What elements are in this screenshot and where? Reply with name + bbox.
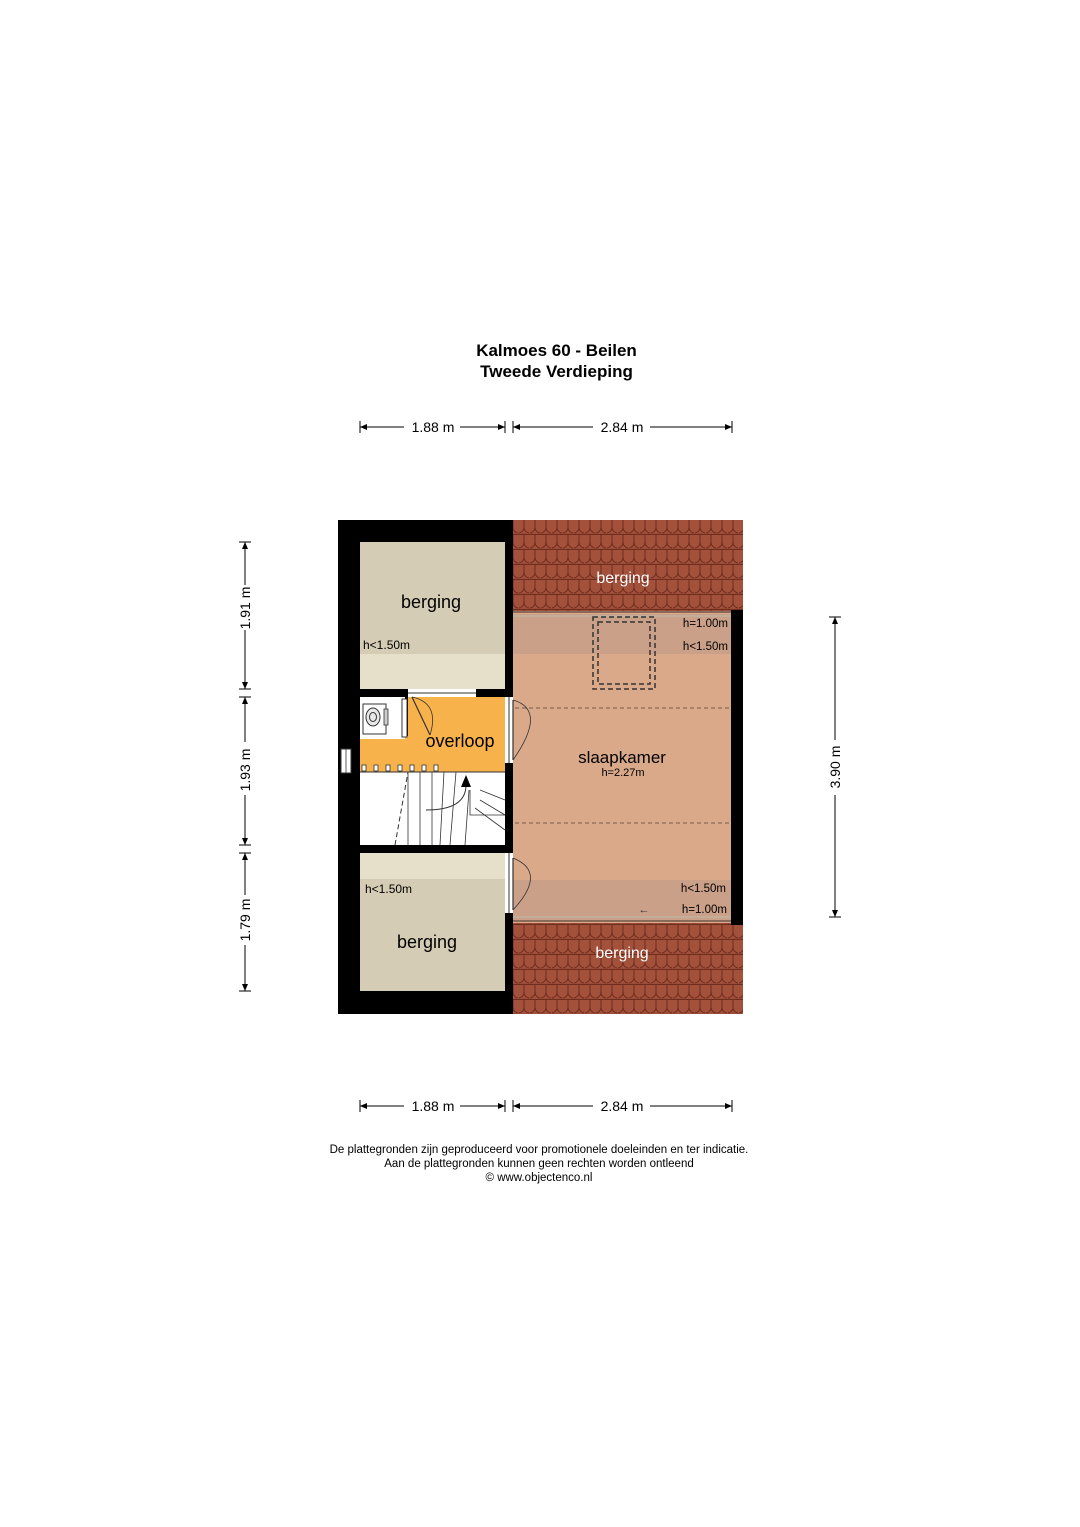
storage-top-left-height: h<1.50m [363, 638, 411, 652]
dimension-bottom-left [360, 1098, 505, 1114]
storage-top-left-label: berging [400, 592, 462, 612]
plan-title: Kalmoes 60 - Beilen [476, 341, 637, 360]
bedroom-bottom-height-2: h=1.00m [681, 904, 727, 916]
roof-tiles-bottom [513, 923, 743, 1014]
staircase [360, 765, 505, 845]
storage-bottom-left-room [360, 853, 505, 991]
roof-storage-bottom-label: berging [595, 945, 649, 962]
dimension-top-right [513, 419, 732, 435]
storage-top-left-room [360, 542, 505, 689]
disclaimer-line-2: Aan de plattegronden kunnen geen rechten worden ontleend [384, 1158, 694, 1170]
dimension-left-top [237, 542, 253, 689]
dimension-left-bottom [237, 853, 253, 991]
plan-subtitle: Tweede Verdieping [480, 362, 633, 381]
disclaimer [0, 1143, 1078, 1185]
bedroom-label: slaapkamer [578, 748, 666, 767]
dim-left-middle-label: 1.93 m [237, 748, 253, 792]
roof-storage-top-label: berging [596, 570, 650, 587]
toilet-icon [360, 697, 407, 739]
landing-label: overloop [425, 731, 495, 751]
roof-tiles-top [513, 520, 743, 612]
dim-left-top-label: 1.91 m [237, 586, 253, 630]
bedroom-bottom-height-1: h<1.50m [680, 883, 726, 895]
dim-top-left-label: 1.88 m [411, 419, 455, 435]
dim-bottom-left-label: 1.88 m [411, 1098, 455, 1114]
bedroom-top-height-2: h<1.50m [682, 641, 728, 653]
bedroom-slope-arrow-icon: ← [638, 904, 650, 916]
storage-bottom-left-height: h<1.50m [365, 882, 413, 896]
disclaimer-line-3: © www.objectenco.nl [485, 1172, 593, 1184]
dimension-left-middle [237, 697, 253, 845]
bedroom-top-height-1: h=1.00m [682, 618, 728, 630]
dim-bottom-right-label: 2.84 m [600, 1098, 644, 1114]
bedroom-height: h=2.27m [601, 767, 645, 779]
dim-top-right-label: 2.84 m [600, 419, 644, 435]
dimension-top-left [360, 419, 505, 435]
bedroom-right-wall [731, 610, 743, 925]
disclaimer-line-1: De plattegronden zijn geproduceerd voor promotionele doeleinden en ter indicatie. [329, 1144, 749, 1156]
storage-bottom-left-label: berging [396, 932, 458, 952]
dim-left-bottom-label: 1.79 m [237, 898, 253, 942]
dimension-bottom-right [513, 1098, 732, 1114]
dim-right-label: 3.90 m [827, 745, 843, 789]
dimension-right [827, 617, 843, 917]
